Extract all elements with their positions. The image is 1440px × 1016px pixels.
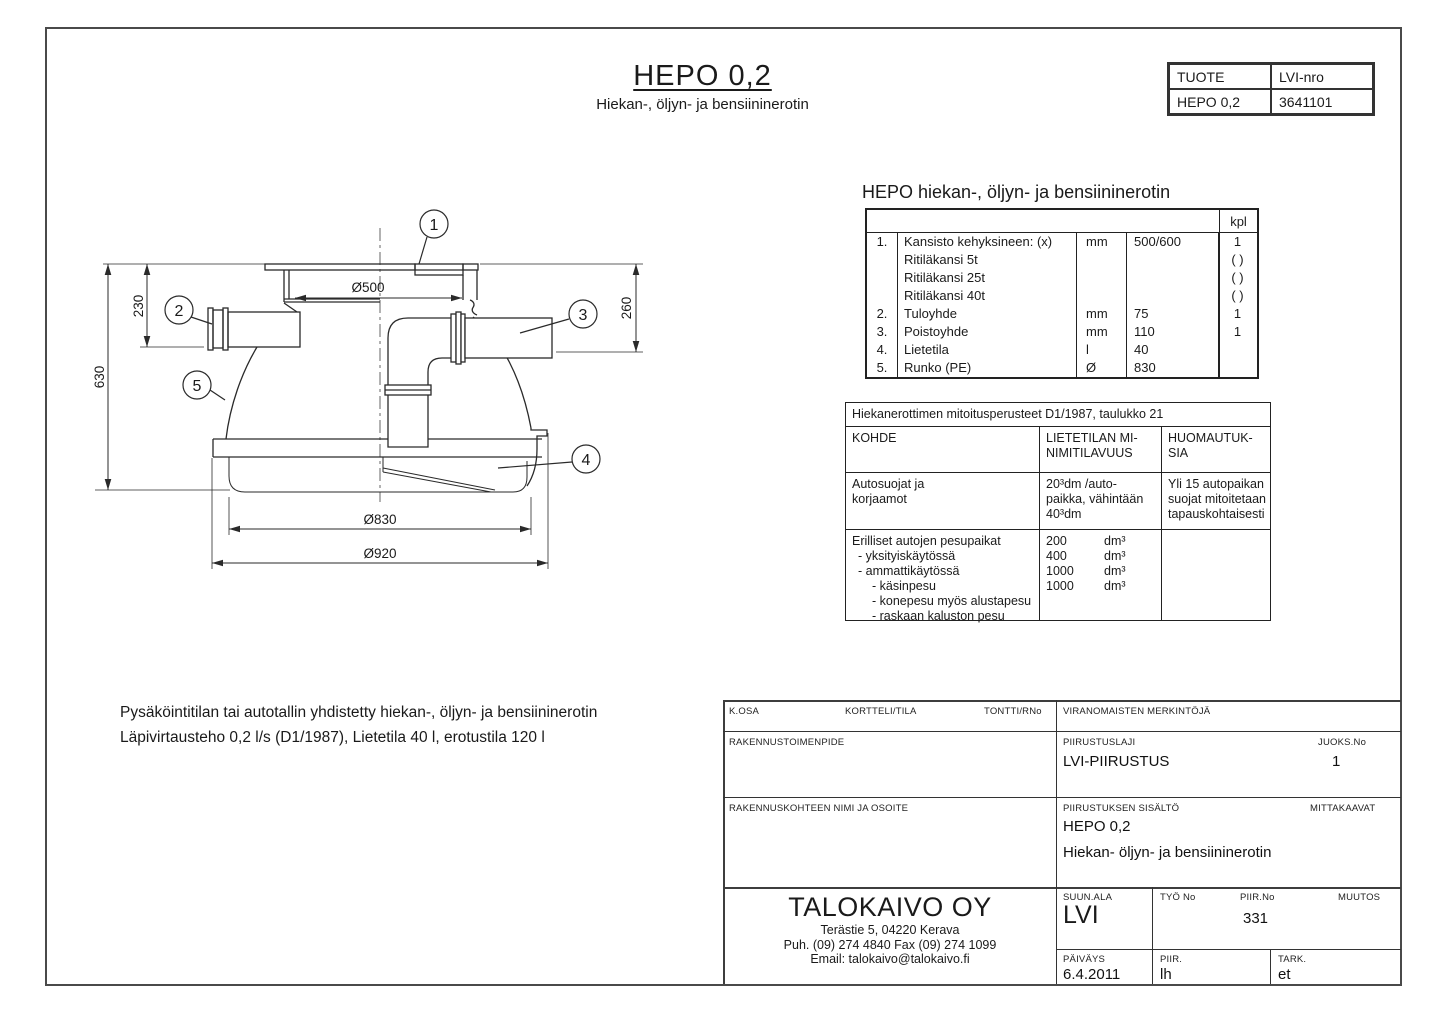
dim-920: Ø920 xyxy=(363,546,397,561)
titleblock-line xyxy=(723,731,1401,732)
value-paivays: 6.4.2011 xyxy=(1063,966,1121,983)
label-piir-no: PIIR.No xyxy=(1240,892,1275,903)
sizing-row-pesupaikat: Erilliset autojen pesupaikat - yksityiskäytössä - ammattikäytössä - käsinpesu - konepesu myös alustapesu - raskaan kaluston pesu 200 dm³ 400 dm³ 1000 dm³ 1000 dm³ xyxy=(846,530,1270,620)
callout-4: 4 xyxy=(581,452,591,469)
value-sisalto-2: Hiekan- öljyn- ja bensiininerotin xyxy=(1063,844,1272,861)
parts-col-description: Kansisto kehyksineen: (x) Ritiläkansi 5t Ritiläkansi 25t Ritiläkansi 40t Tuloyhde Poistoyhde Lietetila Runko (PE) xyxy=(897,233,1076,377)
parts-col-value: 500/600 75 110 40 830 xyxy=(1126,233,1218,377)
doc-title-block xyxy=(530,60,875,113)
value-tark: et xyxy=(1278,966,1291,983)
label-muutos: MUUTOS xyxy=(1338,892,1381,903)
label-tyo-no: TYÖ No xyxy=(1160,892,1196,903)
sizing-table-header-row: KOHDE LIETETILAN MI- NIMITILAVUUS HUOMAUTUK- SIA xyxy=(846,427,1270,473)
parts-col-no: 1. 2. 3. 4. 5. xyxy=(876,234,888,375)
label-tark: TARK. xyxy=(1278,954,1307,965)
titleblock-line xyxy=(723,797,1401,798)
titleblock-line xyxy=(723,887,1401,889)
label-mittakaavat: MITTAKAAVAT xyxy=(1310,803,1376,814)
callout-2: 2 xyxy=(174,303,184,320)
product-code-table xyxy=(1167,62,1375,116)
product-col-header: TUOTE xyxy=(1169,64,1271,89)
value-juoks-no: 1 xyxy=(1332,753,1341,770)
dim-500: Ø500 xyxy=(351,280,385,295)
sizing-table-title: Hiekanerottimen mitoitusperusteet D1/1987, taulukko 21 xyxy=(846,403,1270,427)
label-kortteli: KORTTELI/TILA xyxy=(845,706,917,717)
titleblock-divider xyxy=(1056,700,1057,984)
value-piirustuslaji: LVI-PIIRUSTUS xyxy=(1063,753,1170,770)
value-piir-no: 331 xyxy=(1243,910,1269,927)
dim-630: 630 xyxy=(92,365,107,389)
company-email: Email: talokaivo@talokaivo.fi xyxy=(810,952,970,966)
value-piir: lh xyxy=(1160,966,1172,983)
dim-260: 260 xyxy=(619,296,634,320)
label-rakennuskohteen: RAKENNUSKOHTEEN NIMI JA OSOITE xyxy=(729,803,909,814)
dim-830: Ø830 xyxy=(363,512,397,527)
label-juoks-no: JUOKS.No xyxy=(1318,737,1367,748)
dim-230: 230 xyxy=(131,294,146,318)
label-suun-ala: SUUN.ALA xyxy=(1063,892,1113,903)
label-rakennustoimenpide: RAKENNUSTOIMENPIDE xyxy=(729,737,845,748)
product-name-cell: HEPO 0,2 xyxy=(1169,89,1271,114)
kpl-column-header: kpl xyxy=(1219,210,1257,232)
page-title: HEPO 0,2 xyxy=(633,60,772,92)
callout-1: 1 xyxy=(429,217,439,234)
company-phone: Puh. (09) 274 4840 Fax (09) 274 1099 xyxy=(783,937,997,952)
titleblock-divider xyxy=(1152,887,1153,984)
page-subtitle: Hiekan-, öljyn- ja bensiininerotin xyxy=(596,96,809,113)
label-sisalto: PIIRUSTUKSEN SISÄLTÖ xyxy=(1063,803,1180,814)
label-paivays: PÄIVÄYS xyxy=(1063,954,1106,965)
parts-col-kpl: 1 ( ) ( ) ( ) 1 1 xyxy=(1218,233,1255,377)
company-address: Terästie 5, 04220 Kerava xyxy=(820,923,960,937)
sizing-table xyxy=(845,402,1271,621)
label-k-osa: K.OSA xyxy=(729,706,760,717)
lvi-number-cell: 3641101 xyxy=(1271,89,1373,114)
lvi-col-header: LVI-nro xyxy=(1271,64,1373,89)
label-piirustuslaji: PIIRUSTUSLAJI xyxy=(1063,737,1136,748)
titleblock-divider xyxy=(1270,949,1271,984)
parts-table xyxy=(865,208,1259,379)
parts-col-unit: mm mm mm l Ø xyxy=(1076,233,1126,377)
callout-3: 3 xyxy=(578,307,588,324)
technical-drawing xyxy=(90,200,670,595)
label-viranomaisten: VIRANOMAISTEN MERKINTÖJÄ xyxy=(1063,706,1211,717)
company-block xyxy=(725,892,1055,967)
description-line-2: Läpivirtausteho 0,2 l/s (D1/1987), Lietetila 40 l, erotustila 120 l xyxy=(120,729,545,746)
callout-5: 5 xyxy=(192,378,202,395)
titleblock-top-border xyxy=(723,700,1401,702)
label-tontti: TONTTI/RNo xyxy=(984,706,1042,717)
titleblock-line xyxy=(1056,949,1401,950)
description-note xyxy=(120,700,597,750)
sizing-row-autosuojat: Autosuojat ja korjaamot 20³dm /auto- paikka, vähintään 40³dm Yli 15 autopaikan suojat mitoitetaan tapauskohtaisesti xyxy=(846,473,1270,530)
parts-heading: HEPO hiekan-, öljyn- ja bensiininerotin xyxy=(862,182,1171,202)
description-line-1: Pysäköintitilan tai autotallin yhdistetty hiekan-, öljyn- ja bensiininerotin xyxy=(120,704,598,721)
value-suun-ala: LVI xyxy=(1063,901,1099,929)
value-sisalto-1: HEPO 0,2 xyxy=(1063,818,1131,835)
company-name: TALOKAIVO OY xyxy=(788,892,992,922)
parts-table-header xyxy=(867,210,1257,233)
outlet-elbow xyxy=(385,312,552,447)
label-piir: PIIR. xyxy=(1160,954,1183,965)
